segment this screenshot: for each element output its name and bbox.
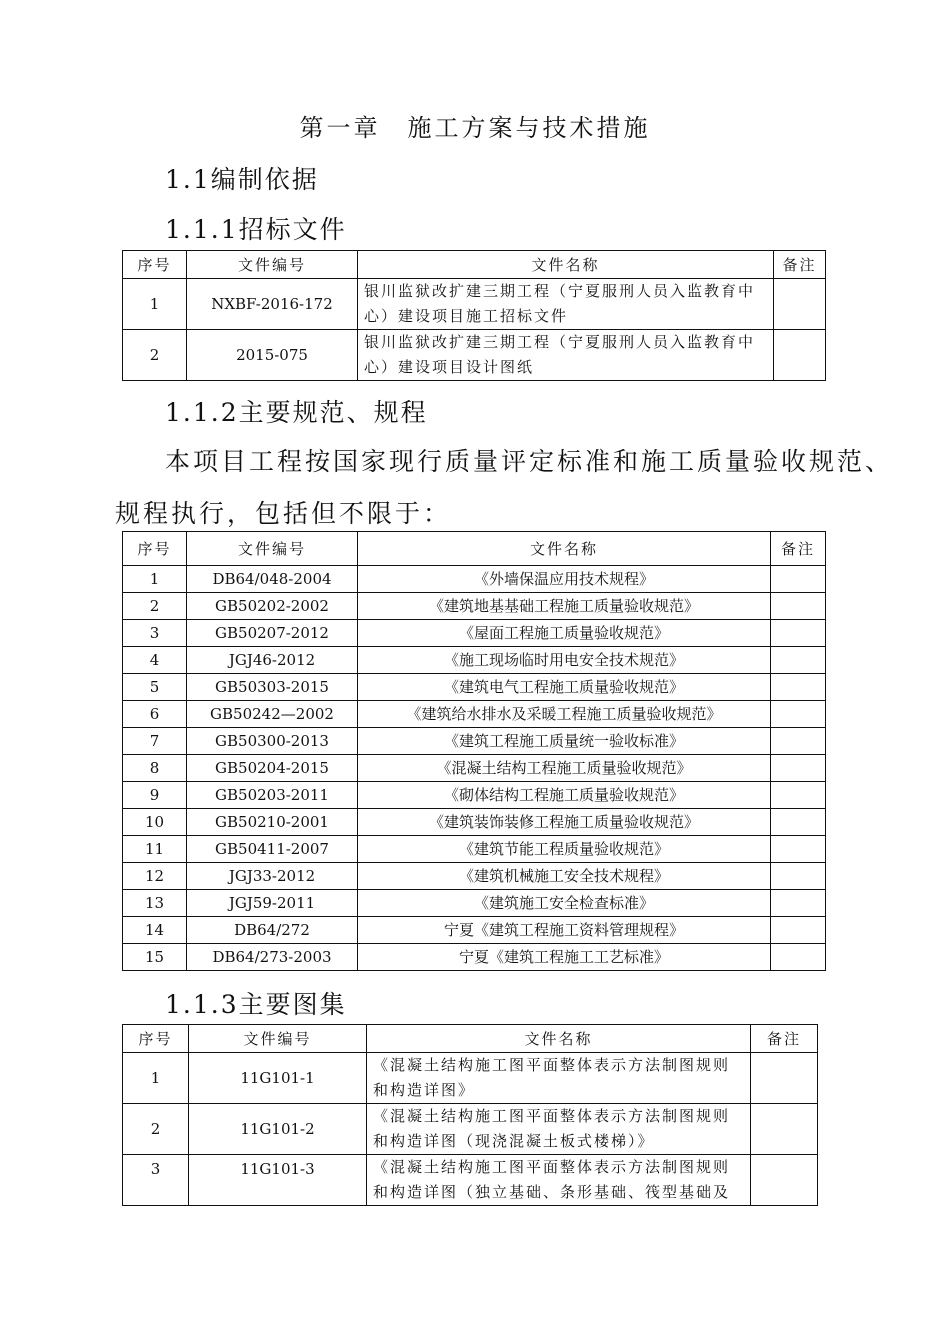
header-name: 文件名称 bbox=[358, 532, 771, 566]
table-row bbox=[123, 809, 826, 836]
row-name: 《建筑机械施工安全技术规程》 bbox=[358, 863, 771, 890]
header-remark: 备注 bbox=[774, 251, 826, 279]
row-code: 11G101-2 bbox=[189, 1104, 367, 1155]
row-remark bbox=[771, 674, 826, 701]
row-code: JGJ59-2011 bbox=[187, 890, 358, 917]
row-no: 6 bbox=[123, 701, 187, 728]
row-code: JGJ46-2012 bbox=[187, 647, 358, 674]
row-no: 4 bbox=[123, 647, 187, 674]
row-name: 宁夏《建筑工程施工工艺标准》 bbox=[358, 944, 771, 971]
row-remark bbox=[774, 279, 826, 330]
row-code: 11G101-3 bbox=[189, 1155, 367, 1206]
row-remark bbox=[771, 917, 826, 944]
header-name: 文件名称 bbox=[367, 1025, 751, 1053]
row-name: 《建筑装饰装修工程施工质量验收规范》 bbox=[358, 809, 771, 836]
row-no: 2 bbox=[123, 1104, 189, 1155]
table-row bbox=[123, 863, 826, 890]
row-no: 2 bbox=[123, 593, 187, 620]
row-name: 《施工现场临时用电安全技术规范》 bbox=[358, 647, 771, 674]
row-no: 14 bbox=[123, 917, 187, 944]
table-row bbox=[123, 1104, 818, 1155]
table-row bbox=[123, 755, 826, 782]
row-code: GB50202-2002 bbox=[187, 593, 358, 620]
row-remark bbox=[771, 809, 826, 836]
row-code: 11G101-1 bbox=[189, 1053, 367, 1104]
row-name: 《砌体结构工程施工质量验收规范》 bbox=[358, 782, 771, 809]
row-remark bbox=[771, 944, 826, 971]
row-remark bbox=[771, 755, 826, 782]
row-remark bbox=[771, 620, 826, 647]
table-row bbox=[123, 701, 826, 728]
header-code: 文件编号 bbox=[187, 532, 358, 566]
row-name: 《混凝土结构施工图平面整体表示方法制图规则和构造详图（现浇混凝土板式楼梯）》 bbox=[367, 1104, 751, 1155]
row-remark bbox=[771, 647, 826, 674]
row-code: GB50411-2007 bbox=[187, 836, 358, 863]
row-name: 《混凝土结构施工图平面整体表示方法制图规则和构造详图》 bbox=[367, 1053, 751, 1104]
row-no: 3 bbox=[123, 620, 187, 647]
row-no: 10 bbox=[123, 809, 187, 836]
table-row bbox=[123, 279, 826, 330]
header-remark: 备注 bbox=[771, 532, 826, 566]
row-no: 7 bbox=[123, 728, 187, 755]
table-row bbox=[123, 647, 826, 674]
paragraph-line: 规程执行，包括但不限于： bbox=[115, 499, 452, 528]
table-header-row bbox=[123, 251, 826, 279]
row-name: 《建筑工程施工质量统一验收标准》 bbox=[358, 728, 771, 755]
header-no: 序号 bbox=[123, 532, 187, 566]
row-no: 5 bbox=[123, 674, 187, 701]
row-code: NXBF-2016-172 bbox=[187, 279, 358, 330]
table-row bbox=[123, 728, 826, 755]
table-row bbox=[123, 890, 826, 917]
table-row bbox=[123, 593, 826, 620]
table-header-row bbox=[123, 1025, 818, 1053]
row-remark bbox=[771, 728, 826, 755]
row-code: DB64/048-2004 bbox=[187, 566, 358, 593]
table-row bbox=[123, 782, 826, 809]
row-remark bbox=[771, 593, 826, 620]
row-code: JGJ33-2012 bbox=[187, 863, 358, 890]
row-no: 11 bbox=[123, 836, 187, 863]
row-remark bbox=[771, 701, 826, 728]
row-name: 《建筑给水排水及采暖工程施工质量验收规范》 bbox=[358, 701, 771, 728]
section-heading-1-1: 1.1编制依据 bbox=[165, 165, 319, 194]
row-code: 2015-075 bbox=[187, 330, 358, 381]
row-name: 《混凝土结构施工图平面整体表示方法制图规则和构造详图（独立基础、条形基础、筏型基础及 bbox=[367, 1155, 751, 1206]
row-name: 宁夏《建筑工程施工资料管理规程》 bbox=[358, 917, 771, 944]
header-code: 文件编号 bbox=[187, 251, 358, 279]
header-remark: 备注 bbox=[751, 1025, 818, 1053]
table-row bbox=[123, 944, 826, 971]
row-name: 银川监狱改扩建三期工程（宁夏服刑人员入监教育中心）建设项目设计图纸 bbox=[358, 330, 774, 381]
row-no: 8 bbox=[123, 755, 187, 782]
row-no: 1 bbox=[123, 1053, 189, 1104]
row-code: GB50300-2013 bbox=[187, 728, 358, 755]
table-row bbox=[123, 836, 826, 863]
atlases-table bbox=[122, 1024, 818, 1206]
table-row bbox=[123, 674, 826, 701]
header-code: 文件编号 bbox=[189, 1025, 367, 1053]
row-code: GB50242—2002 bbox=[187, 701, 358, 728]
row-code: DB64/272 bbox=[187, 917, 358, 944]
section-heading-1-1-2: 1.1.2主要规范、规程 bbox=[165, 398, 428, 427]
table-row bbox=[123, 917, 826, 944]
row-name: 《建筑节能工程质量验收规范》 bbox=[358, 836, 771, 863]
header-no: 序号 bbox=[123, 251, 187, 279]
row-remark bbox=[751, 1104, 818, 1155]
row-remark bbox=[751, 1155, 818, 1206]
row-code: GB50210-2001 bbox=[187, 809, 358, 836]
row-no: 1 bbox=[123, 279, 187, 330]
row-remark bbox=[774, 330, 826, 381]
row-name: 银川监狱改扩建三期工程（宁夏服刑人员入监教育中心）建设项目施工招标文件 bbox=[358, 279, 774, 330]
row-remark bbox=[771, 566, 826, 593]
row-code: DB64/273-2003 bbox=[187, 944, 358, 971]
standards-table bbox=[122, 531, 826, 971]
table-row bbox=[123, 1053, 818, 1104]
row-name: 《外墙保温应用技术规程》 bbox=[358, 566, 771, 593]
row-remark bbox=[771, 890, 826, 917]
row-no: 2 bbox=[123, 330, 187, 381]
header-name: 文件名称 bbox=[358, 251, 774, 279]
row-no: 3 bbox=[123, 1155, 189, 1206]
table-row bbox=[123, 330, 826, 381]
row-no: 1 bbox=[123, 566, 187, 593]
row-remark bbox=[751, 1053, 818, 1104]
row-code: GB50207-2012 bbox=[187, 620, 358, 647]
table-header-row bbox=[123, 532, 826, 566]
row-no: 15 bbox=[123, 944, 187, 971]
row-code: GB50203-2011 bbox=[187, 782, 358, 809]
section-heading-1-1-3: 1.1.3主要图集 bbox=[165, 990, 347, 1019]
chapter-title: 第一章 施工方案与技术措施 bbox=[299, 114, 651, 142]
section-heading-1-1-1: 1.1.1招标文件 bbox=[165, 215, 347, 244]
tender-docs-table bbox=[122, 250, 826, 381]
row-no: 12 bbox=[123, 863, 187, 890]
row-name: 《建筑电气工程施工质量验收规范》 bbox=[358, 674, 771, 701]
table-row bbox=[123, 566, 826, 593]
row-no: 9 bbox=[123, 782, 187, 809]
header-no: 序号 bbox=[123, 1025, 189, 1053]
row-name: 《屋面工程施工质量验收规范》 bbox=[358, 620, 771, 647]
row-no: 13 bbox=[123, 890, 187, 917]
table-row bbox=[123, 1155, 818, 1206]
row-code: GB50303-2015 bbox=[187, 674, 358, 701]
row-remark bbox=[771, 836, 826, 863]
table-row bbox=[123, 620, 826, 647]
row-remark bbox=[771, 782, 826, 809]
row-name: 《建筑地基基础工程施工质量验收规范》 bbox=[358, 593, 771, 620]
row-remark bbox=[771, 863, 826, 890]
row-name: 《建筑施工安全检查标准》 bbox=[358, 890, 771, 917]
row-code: GB50204-2015 bbox=[187, 755, 358, 782]
paragraph-line: 本项目工程按国家现行质量评定标准和施工质量验收规范、 bbox=[165, 447, 894, 476]
row-name: 《混凝土结构工程施工质量验收规范》 bbox=[358, 755, 771, 782]
